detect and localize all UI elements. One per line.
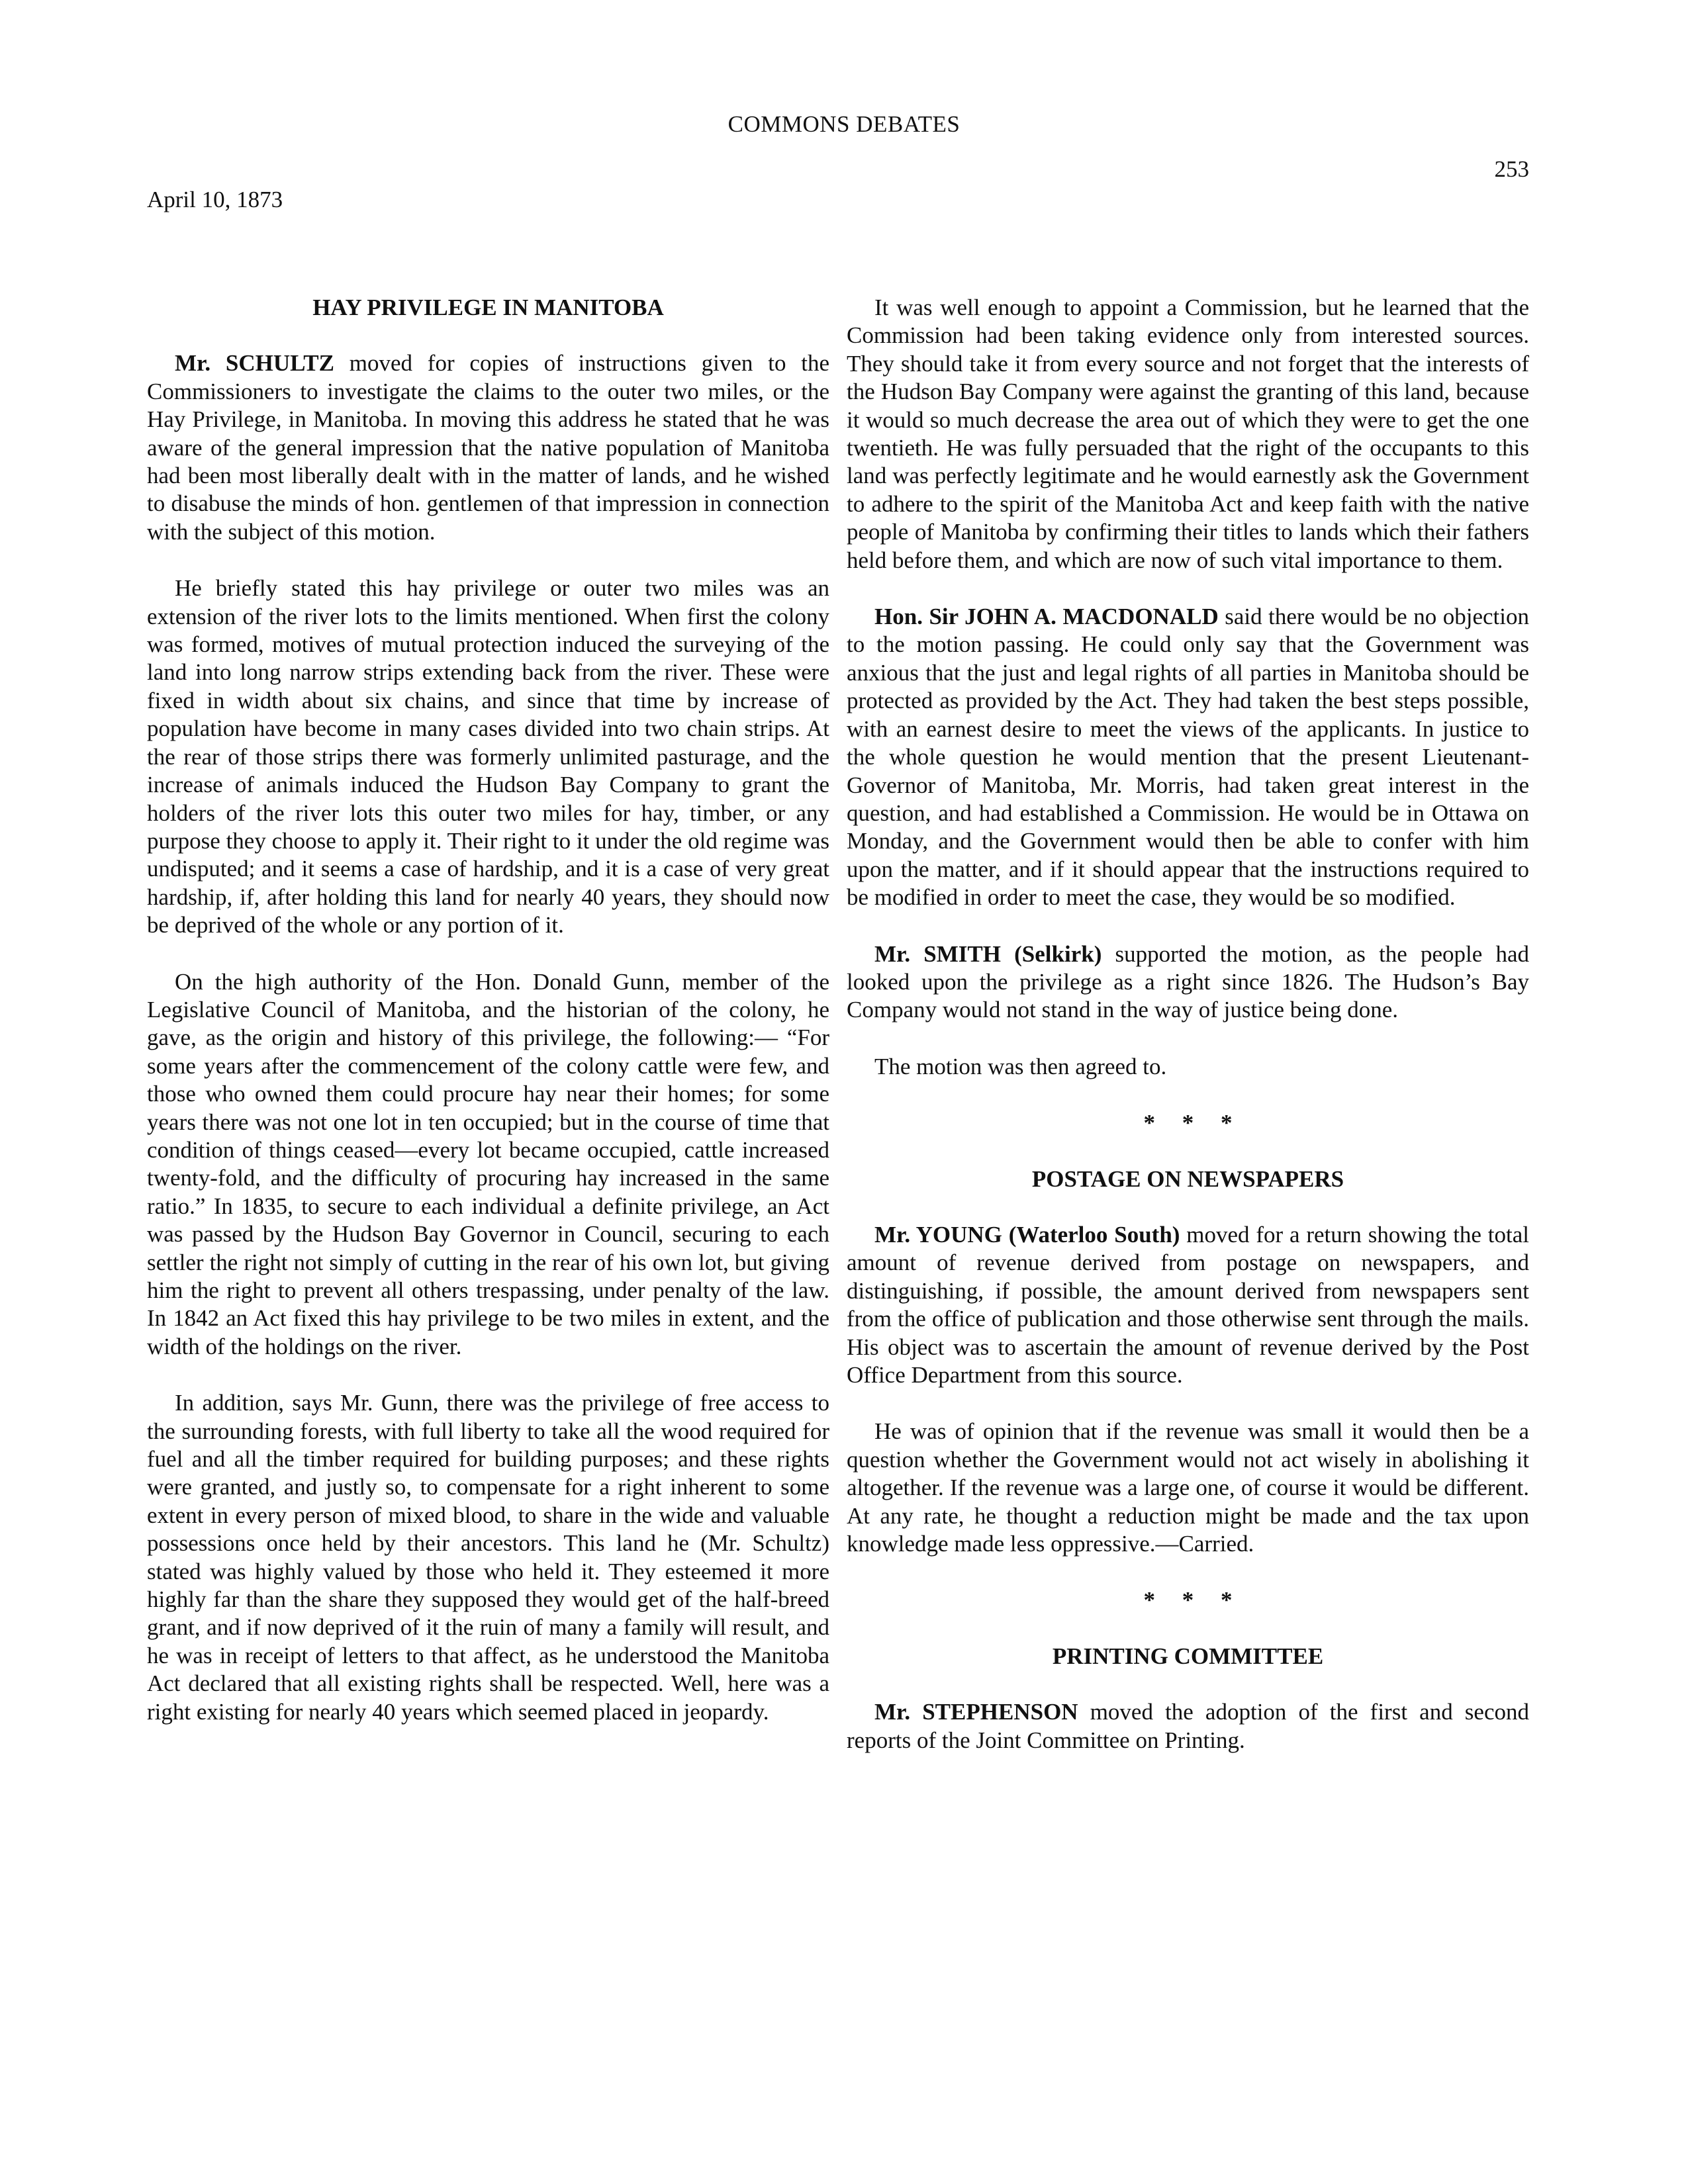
paragraph: The motion was then agreed to. <box>874 1053 1167 1079</box>
paragraph-text: moved for a return showing the total amount of revenue derived from postage on newspapers, and distinguishing, if possible, the amount derived from newspapers sent from the office of publication and those otherwise sent through the mails. His object was to ascertain the amount of revenue derived by the Post Office Department from this source. <box>847 1221 1529 1388</box>
section-separator: * * * <box>1143 1587 1243 1614</box>
section-heading-hay-privilege: HAY PRIVILEGE IN MANITOBA <box>312 295 664 320</box>
speaker-name: Hon. Sir JOHN A. MACDONALD <box>874 604 1219 630</box>
paragraph: He briefly stated this hay privilege or outer two miles was an extension of the river lots to the limits mentioned. When first the colony was formed, motives of mutual protection induced the surveying of the land into long narrow strips extending back from the river. These were fixed in width about six chains, and since that time by increase of population have become in many cases divided into two chain strips. At the rear of those strips there was formerly unlimited pasturage, and the increase of animals induced the Hudson Bay Company to grant the holders of the river lots this outer two miles for hay, timber, or any purpose they choose to apply it. Their right to it under the old regime was undisputed; and it seems a case of hardship, and it is a case of very great hardship, if, after holding this land for nearly 40 years, they should now be deprived of the whole or any portion of it. <box>147 575 829 938</box>
speaker-name: Mr. SCHULTZ <box>175 350 334 377</box>
speaker-name: Mr. SMITH (Selkirk) <box>874 940 1102 967</box>
paragraph: In addition, says Mr. Gunn, there was the privilege of free access to the surrounding forests, with full liberty to take all the wood required for fuel and all the timber required for building purposes; and these rights were granted, and justly so, to compensate for a right inherent to some extent in every person of mixed blood, to share in the wide and valuable possessions once held by their ancestors. This land he (Mr. Schultz) stated was highly valued by those who held it. They esteemed it more highly far than the share they supposed they would get of the half-breed grant, and if now deprived of it the ruin of many a family will result, and he was in receipt of letters to that affect, as he understood the Manitoba Act declared that all existing rights shall be respected. Well, here was a right existing for nearly 40 years which seemed placed in jeopardy. <box>147 1390 829 1725</box>
speaker-name: Mr. YOUNG (Waterloo South) <box>874 1221 1180 1248</box>
paragraph: It was well enough to appoint a Commission, but he learned that the Commission had been taking evidence only from interested sources. They should take it from every source and not forget that the interests of the Hudson Bay Company were against the granting of this land, because it would so much decrease the area out of which they were to get the one twentieth. He was fully persuaded that the right of the occupants to this land was perfectly legitimate and he would earnestly ask the Government to adhere to the spirit of the Manitoba Act and keep faith with the native people of Manitoba by confirming their titles to lands which their fathers held before them, and which are now of such vital importance to them. <box>847 295 1529 573</box>
page-number: 253 <box>1494 156 1529 182</box>
left-column <box>147 294 829 1754</box>
section-separator: * * * <box>1143 1110 1243 1136</box>
section-heading-printing: PRINTING COMMITTEE <box>1052 1643 1324 1669</box>
paragraph-text: said there would be no objection to the motion passing. He could only say that the Government was anxious that the just and legal rights of all parties in Manitoba should be protected as provided by the Act. They had taken the best steps possible, with an earnest desire to meet the views of the applicants. In justice to the whole question he would mention that the present Lieutenant-Governor of Manitoba, Mr. Morris, had taken great interest in the question, and had established a Commission. He would be in Ottawa on Monday, and the Government would then be able to confer with him upon the matter, and if it should appear that the instructions required to be modified in order to meet the case, they would be so modified. <box>847 604 1530 911</box>
paragraph <box>847 603 1529 911</box>
paragraph-text: moved for copies of instructions given to the Commissioners to investigate the claims to the outer two miles, or the Hay Privilege, in Manitoba. In moving this address he stated that he was aware of the general impression that the native population of Manitoba had been most liberally dealt with in the matter of lands, and he wished to disabuse the minds of hon. gentlemen of that impression in connection with the subject of this motion. <box>147 350 829 545</box>
section-heading-postage: POSTAGE ON NEWSPAPERS <box>1031 1165 1344 1192</box>
paragraph <box>147 349 829 546</box>
sitting-date: April 10, 1873 <box>147 187 283 212</box>
speaker-name: Mr. STEPHENSON <box>874 1699 1078 1725</box>
paragraph <box>847 1221 1529 1389</box>
paragraph: He was of opinion that if the revenue was small it would then be a question whether the Government would not act wisely in abolishing it altogether. If the revenue was a large one, of course it would be different. At any rate, he thought a reduction might be made and the tax upon knowledge made less oppressive.—Carried. <box>847 1418 1529 1557</box>
running-head: COMMONS DEBATES <box>727 111 961 137</box>
paragraph <box>847 1698 1529 1754</box>
right-column <box>847 294 1529 1783</box>
paragraph <box>847 940 1529 1024</box>
paragraph-text: supported the motion, as the people had looked upon the privilege as a right since 1826. The Hudson’s Bay Company would not stand in the way of justice being done. <box>847 940 1529 1023</box>
paragraph: On the high authority of the Hon. Donald Gunn, member of the Legislative Council of Manitoba, and the historian of the colony, he gave, as the origin and history of this privilege, the following:— “For some years after the commencement of the colony cattle were few, and those who owned them could procure hay near their homes; for some years there was not one lot in ten occupied; but in the course of time that condition of things ceased—every lot became occupied, cattle increased twenty-fold, and the difficulty of procuring hay increased in the same ratio.” In 1835, to secure to each individual a definite privilege, an Act was passed by the Hudson Bay Governor in Council, securing to each settler the right not simply of cutting in the rear of his own lot, but giving him the right to prevent all others trespassing, under penalty of the law. In 1842 an Act fixed this hay privilege to be two miles in extent, and the width of the holdings on the river. <box>147 968 829 1359</box>
paragraph-text: moved the adoption of the first and second reports of the Joint Committee on Printing. <box>847 1699 1529 1753</box>
